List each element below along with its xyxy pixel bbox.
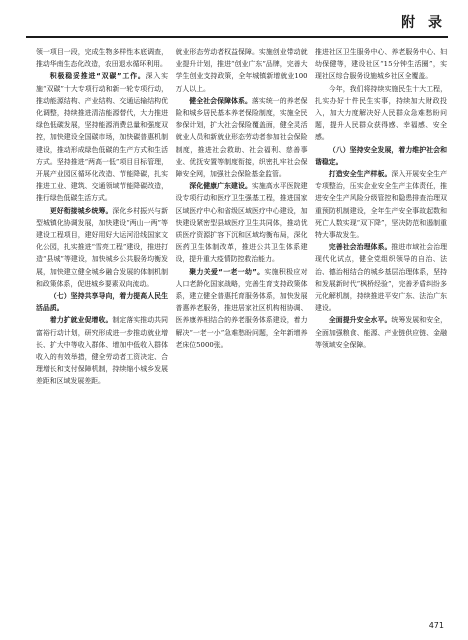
page-number: 471: [428, 621, 444, 630]
paragraph-text: 深入实施“双碳”十大专项行动和新一轮专项行动，推动能源结构、产业结构、交通运输结构优化调整，持续推进清洁能源替代，大力推进绿色低碳发展，坚持能源消费总量和强度双控，加快建设全国碳市场，加快碳普惠机制建设，推动形成绿色低碳的生产方式和生活方式。坚持推进“两高一低”项目目标管理，开展产业园区循环化改造、节能降碳，扎实推进工业、建筑、交通领域节能降碳改造，推行绿色低碳生活方式。: [36, 72, 168, 203]
paragraph-text: 深入开展安全生产专项整治，压实企业安全生产主体责任，推进安全生产风险分级管控和隐患排查治理双重预防机制建设，全年生产安全事故起数和死亡人数实现“双下降”，坚决防范和遏制重特大事故发生。: [315, 170, 447, 240]
body-paragraph: [36, 70, 168, 204]
section-heading: （八）坚持安全发展，着力维护社会和谐稳定。: [315, 145, 447, 166]
paragraph-lead: 深化健康广东建设。: [189, 182, 252, 191]
body-paragraph: [315, 46, 447, 83]
paragraph-lead: 着力扩就业促增收。: [49, 316, 113, 325]
paragraph-text: 实施高水平医院建设专项行动和医疗卫生强基工程，推进国家区域医疗中心和省级区域医疗中心建设，加快建设紧密型县域医疗卫生共同体，推动优质医疗资源扩容下沉和区域均衡布局，深化医药卫生体制改革，推进公共卫生体系建设，提升重大疫情防控救治能力。: [175, 182, 308, 264]
paragraph-text: 统筹发展和安全，全面加强粮食、能源、产业链供应链、金融等领域安全保障。: [315, 316, 447, 349]
body-paragraph: [176, 180, 308, 265]
paragraph-text: 落实统一的养老保险和城乡居民基本养老保险制度，实施全民参保计划，扩大社会保险覆盖面，健全灵活就业人员和新就业形态劳动者参加社会保险制度，推进社会救助、社会福利、慈善事业、优抚安置等制度衔接，织密扎牢社会保障安全网，加强社会保险基金监管。: [175, 96, 308, 179]
column-left: [36, 46, 168, 616]
paragraph-text: 深化乡村振兴与新型城镇化协调发展，加快建设“两山一两”等建设工程项目，建好用好大运河沿线国家文化公园，扎实推进“雪亮工程”建设，推进打造“县城”等建设，加快城乡公共服务均衡发展，加快建立健全城乡融合发展的体制机制和政策体系，促进城乡要素双向流动。: [36, 206, 168, 288]
paragraph-text: 就业形态劳动者权益保障。实施创业带动就业提升计划，推进“创业广东”品牌，完善大学生创业支持政策，全年城镇新增就业100万人以上。: [175, 48, 308, 93]
paragraph-lead: 积极稳妥推进“双碳”工作。: [49, 72, 146, 81]
body-paragraph: [315, 241, 447, 314]
body-paragraph: [36, 205, 168, 290]
paragraph-lead: 聚力关爱“一老一幼”。: [189, 267, 265, 276]
body-paragraph: [315, 168, 447, 241]
body-paragraph: [176, 95, 308, 180]
section-title: 附 录: [401, 15, 446, 31]
paragraph-text: 今年，我们将持续实施民生十大工程，扎实办好十件民生实事，持续加大财政投入，加大力度解决好人民群众急难愁盼问题，提升人民群众获得感、幸福感、安全感。: [315, 84, 447, 142]
paragraph-lead: 全面提升安全水平。: [328, 316, 392, 325]
paragraph-lead: 完善社会治理体系。: [328, 243, 392, 252]
column-right: [315, 46, 447, 616]
paragraph-lead: 打造安全生产样板。: [328, 170, 392, 179]
paragraph-text: 推进社区卫生服务中心、养老服务中心、妇幼保健等，建设社区“15分钟生活圈”，实现社区综合服务设施城乡社区全覆盖。: [315, 48, 447, 81]
paragraph-lead: 更好衔接城乡统筹。: [49, 206, 113, 215]
paragraph-text: 实施积极应对人口老龄化国家战略，完善生育支持政策体系，建立健全普惠托育服务体系，加快发展普惠养老服务，推进居家社区机构相协调、医养康养相结合的养老服务体系建设，着力解决“一老一小”急难愁盼问题，全年新增养老床位5000张。: [175, 267, 308, 349]
header-rule: [26, 36, 448, 38]
section-heading: （七）坚持共享导向，着力提高人民生活品质。: [36, 292, 168, 313]
column-middle: [176, 46, 308, 616]
body-paragraph: [36, 314, 168, 387]
body-paragraph: [36, 46, 168, 70]
paragraph-text: 推进市域社会治理现代化试点，健全党组织领导的自治、法治、德治相结合的城乡基层治理体系，坚持和发展新时代“枫桥经验”，完善矛盾纠纷多元化解机制，持续推进平安广东、法治广东建设。: [315, 243, 447, 313]
paragraph-text: 制定落实推动共同富裕行动计划，研究形成进一步推动就业增长、扩大中等收入群体、增加中低收入群体收入的有效举措，健全劳动者工资决定、合理增长和支付保障机制，持续缩小城乡发展差距和区域发展差距。: [36, 316, 168, 386]
body-paragraph: [315, 83, 447, 144]
paragraph-text: 领一项目一段，完成生物多样性本底调查，推动华南生态化改造，农田退水循环利用。: [36, 48, 168, 69]
body-paragraph: [176, 266, 308, 351]
body-paragraph: [315, 314, 447, 351]
body-paragraph: [176, 46, 308, 95]
running-header: [0, 0, 468, 46]
paragraph-lead: 健全社会保障体系。: [189, 96, 252, 105]
text-columns: [36, 46, 447, 616]
